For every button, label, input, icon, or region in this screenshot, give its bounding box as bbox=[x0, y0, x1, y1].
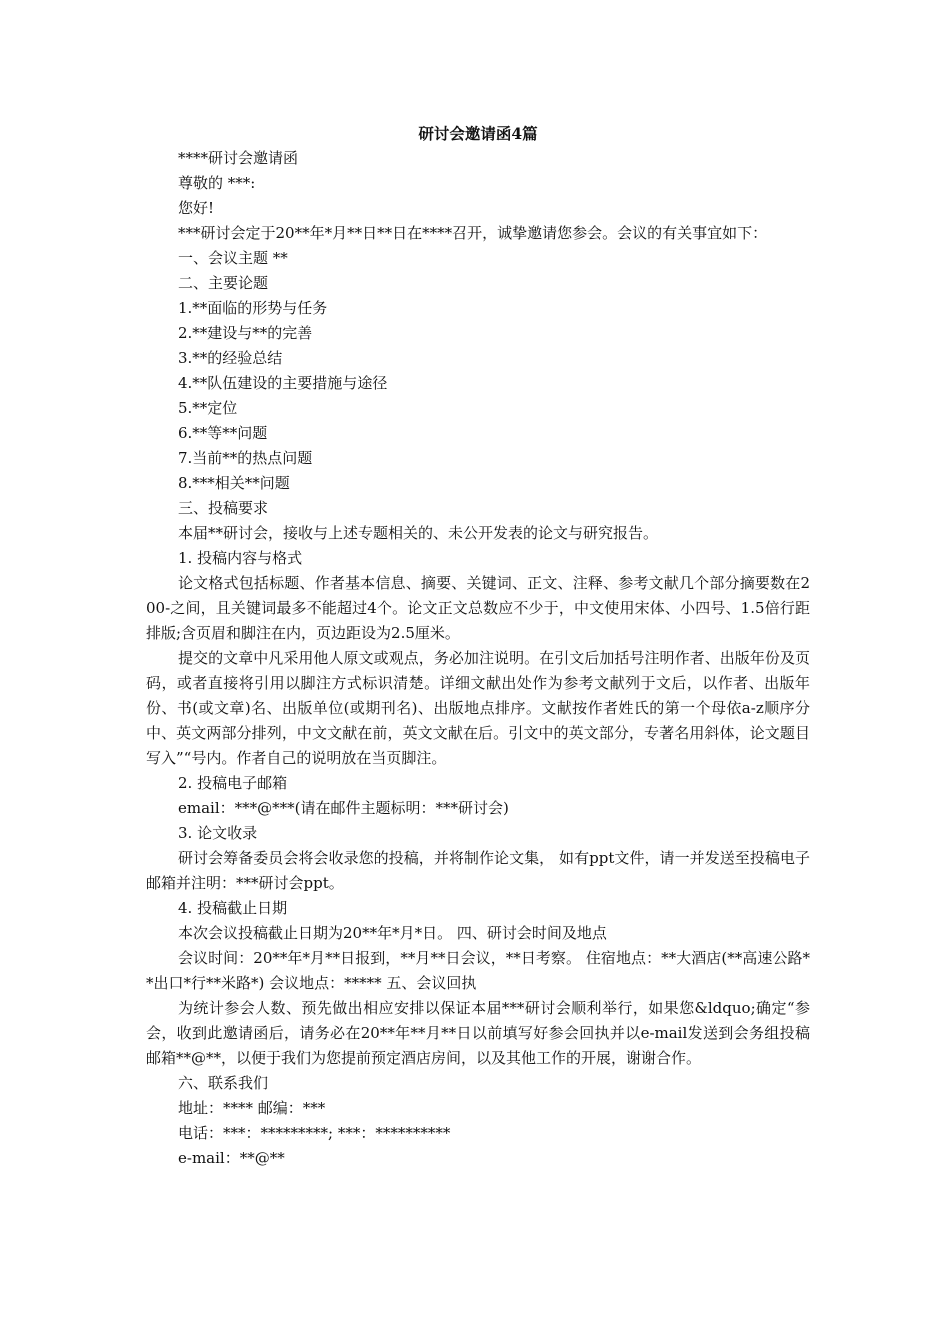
email-line: email：***@***(请在邮件主题标明：***研讨会) bbox=[178, 799, 509, 817]
section-heading-contact: 六、联系我们 bbox=[178, 1074, 269, 1092]
intro-paragraph: ***研讨会定于20**年*月**日**日在****召开，诚挚邀请您参会。会议的有关事宜如下： bbox=[178, 224, 768, 242]
body-paragraph: 论文格式包括标题、作者基本信息、摘要、关键词、正文、注释、参考文献几个部分摘要数在200-之间，且关键词最多不能超过4个。论文正文总数应不少于，中文使用宋体、小四号、1.5倍行距排版;含页眉和脚注在内，页边距设为2.5厘米。 bbox=[146, 574, 810, 642]
document-title: 研讨会邀请函4篇 bbox=[418, 124, 538, 143]
letter-heading: ****研讨会邀请函 bbox=[178, 149, 299, 167]
subsection-heading: 2. 投稿电子邮箱 bbox=[178, 774, 288, 792]
contact-address: 地址：**** 邮编：*** bbox=[178, 1099, 326, 1117]
body-paragraph: 提交的文章中凡采用他人原文或观点，务必加注说明。在引文后加括号注明作者、出版年份及页码，或者直接将引用以脚注方式标识清楚。详细文献出处作为参考文献列于文后，以作者、出版年份、书(或文章)名、出版单位(或期刊名)、出版地点排序。文献按作者姓氏的第一个母依a-z顺序分中、英文两部分排列，中文文献在前，英文文献在后。引文中的英文部分，专著名用斜体，论文题目写入”“号内。作者自己的说明放在当页脚注。 bbox=[146, 649, 810, 767]
topic-item: 4.**队伍建设的主要措施与途径 bbox=[178, 374, 388, 392]
contact-phone: 电话：***：*********; ***：********** bbox=[178, 1124, 451, 1142]
document-body bbox=[146, 146, 810, 1171]
body-paragraph: 本届**研讨会，接收与上述专题相关的、未公开发表的论文与研究报告。 bbox=[178, 524, 659, 542]
topic-item: 6.**等**问题 bbox=[178, 424, 268, 442]
body-paragraph: 会议时间：20**年*月**日报到，**月**日会议，**日考察。 住宿地点：**大酒店(**高速公路**出口*行**米路*) 会议地点：***** 五、会议回执 bbox=[146, 949, 810, 992]
section-heading-theme: 一、会议主题 ** bbox=[178, 249, 288, 267]
contact-email: e-mail：**@** bbox=[178, 1149, 285, 1167]
topic-item: 3.**的经验总结 bbox=[178, 349, 283, 367]
document-page bbox=[146, 121, 810, 1171]
body-paragraph: 研讨会筹备委员会将会收录您的投稿，并将制作论文集， 如有ppt文件，请一并发送至投稿电子邮箱并注明：***研讨会ppt。 bbox=[146, 849, 810, 892]
topic-item: 7.当前**的热点问题 bbox=[178, 449, 313, 467]
topic-item: 1.**面临的形势与任务 bbox=[178, 299, 328, 317]
topic-item: 5.**定位 bbox=[178, 399, 238, 417]
section-heading-topics: 二、主要论题 bbox=[178, 274, 269, 292]
section-heading-submission: 三、投稿要求 bbox=[178, 499, 269, 517]
subsection-heading: 3. 论文收录 bbox=[178, 824, 258, 842]
body-paragraph: 本次会议投稿截止日期为20**年*月*日。 四、研讨会时间及地点 bbox=[178, 924, 607, 942]
subsection-heading: 4. 投稿截止日期 bbox=[178, 899, 288, 917]
greeting: 您好! bbox=[178, 199, 215, 217]
topic-item: 8.***相关**问题 bbox=[178, 474, 290, 492]
subsection-heading: 1. 投稿内容与格式 bbox=[178, 549, 303, 567]
body-paragraph: 为统计参会人数、预先做出相应安排以保证本届***研讨会顺利举行，如果您&ldquo;确定“参会，收到此邀请函后，请务必在20**年**月**日以前填写好参会回执并以e-mail发送到会务组投稿邮箱**@**，以便于我们为您提前预定酒店房间，以及其他工作的开展，谢谢合作。 bbox=[146, 999, 810, 1067]
salutation: 尊敬的 ***: bbox=[178, 174, 256, 192]
topic-item: 2.**建设与**的完善 bbox=[178, 324, 313, 342]
